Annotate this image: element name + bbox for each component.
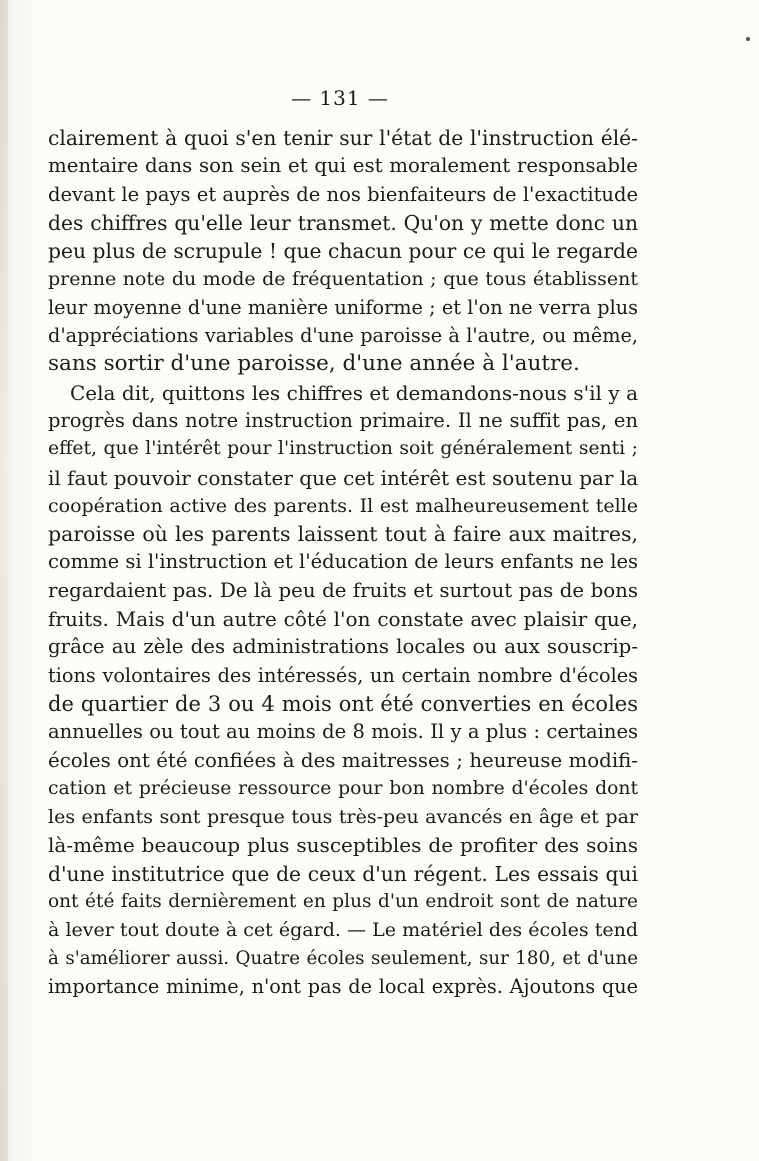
paragraph-start-line: Cela dit, quittons les chiffres et demandons-nous s'il y a	[70, 380, 638, 405]
text-line: prenne note du mode de fréquentation ; que tous établissent	[48, 268, 638, 291]
text-line: paroisse où les parents laissent tout à faire aux maitres,	[48, 522, 638, 547]
text-line: peu plus de scrupule ! que chacun pour ce qui le regarde	[48, 239, 638, 264]
text-line: mentaire dans son sein et qui est moralement responsable	[48, 154, 638, 178]
text-line: coopération active des parents. Il est malheureusement telle	[48, 494, 638, 517]
text-line: à lever tout doute à cet égard. — Le matériel des écoles tend	[48, 919, 638, 942]
text-line: leur moyenne d'une manière uniforme ; et l'on ne verra plus	[48, 295, 638, 319]
page-number: — 131 —	[291, 86, 389, 110]
paragraph-end-line: sans sortir d'une paroisse, d'une année à l'autre.	[48, 351, 580, 377]
text-line: fruits. Mais d'un autre côté l'on constate avec plaisir que,	[48, 607, 638, 632]
page-left-edge	[0, 0, 8, 1161]
text-line: d'une institutrice que de ceux d'un régent. Les essais qui	[48, 861, 638, 886]
body-text	[48, 124, 638, 1001]
text-line: là-même beaucoup plus susceptibles de profiter des soins	[48, 833, 638, 858]
text-line: il faut pouvoir constater que cet intérêt est soutenu par la	[48, 465, 638, 490]
text-line: de quartier de 3 ou 4 mois ont été converties en écoles	[48, 691, 638, 716]
text-line: d'appréciations variables d'une paroisse à l'autre, ou même,	[48, 324, 638, 348]
text-line: comme si l'instruction et l'éducation de leurs enfants ne les	[48, 550, 638, 574]
text-line: écoles ont été confiées à des maitresses ; heureuse modifi-	[48, 748, 638, 772]
text-line: à s'améliorer aussi. Quatre écoles seulement, sur 180, et d'une	[48, 947, 638, 969]
text-line: grâce au zèle des administrations locales ou aux souscrip-	[48, 635, 638, 659]
text-line: tions volontaires des intéressés, un certain nombre d'écoles	[48, 663, 638, 687]
text-line: effet, que l'intérêt pour l'instruction soit généralement senti ;	[48, 438, 638, 460]
text-line: clairement à quoi s'en tenir sur l'état de l'instruction élé-	[48, 126, 638, 150]
text-line: des chiffres qu'elle leur transmet. Qu'on y mette donc un	[48, 210, 638, 235]
text-line: les enfants sont presque tous très-peu avancés en âge et par	[48, 806, 638, 829]
ink-speck	[746, 37, 750, 41]
text-line: ont été faits dernièrement en plus d'un endroit sont de nature	[48, 891, 638, 913]
text-line: cation et précieuse ressource pour bon nombre d'écoles dont	[48, 777, 638, 799]
text-line: regardaient pas. De là peu de fruits et surtout pas de bons	[48, 578, 638, 602]
text-line: importance minime, n'ont pas de local exprès. Ajoutons que	[48, 974, 638, 998]
text-line: devant le pays et auprès de nos bienfaiteurs de l'exactitude	[48, 182, 638, 206]
text-line: progrès dans notre instruction primaire. Il ne suffit pas, en	[48, 408, 638, 432]
text-line: annuelles ou tout au moins de 8 mois. Il y a plus : certaines	[48, 720, 638, 744]
